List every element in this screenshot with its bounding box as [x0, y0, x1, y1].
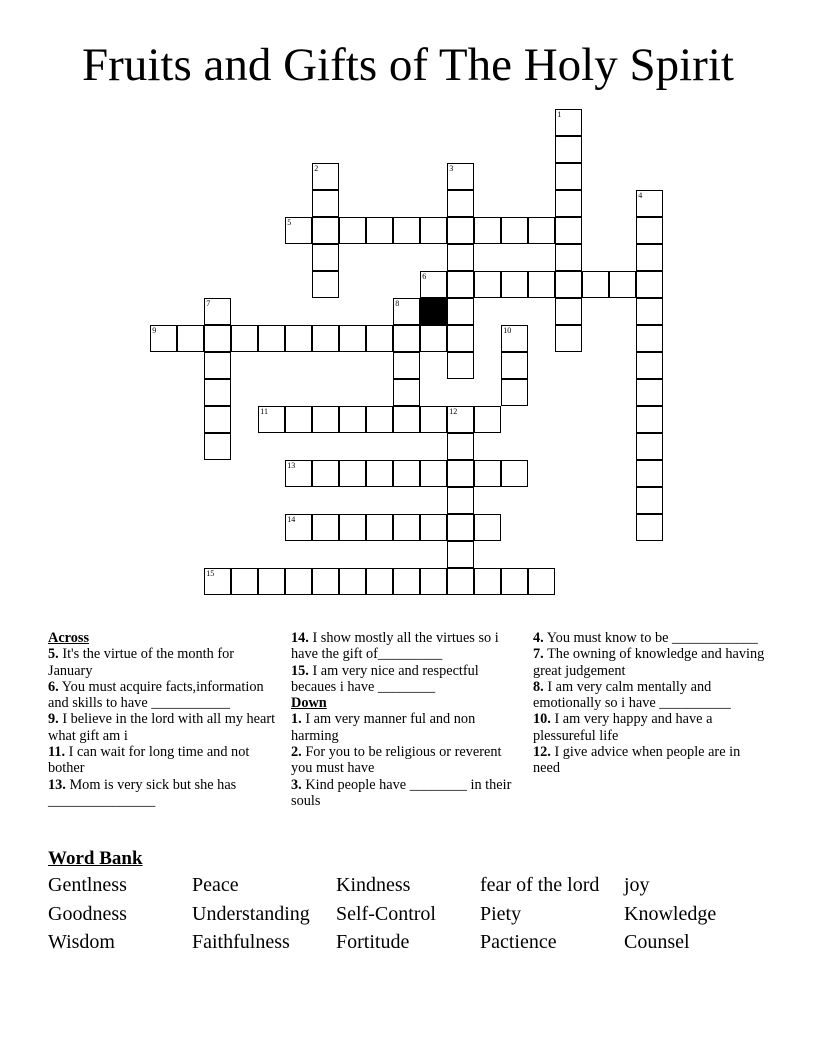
grid-cell[interactable]: [501, 379, 528, 406]
grid-cell[interactable]: [447, 298, 474, 325]
grid-cell[interactable]: [420, 514, 447, 541]
grid-cell[interactable]: [555, 163, 582, 190]
grid-cell[interactable]: [447, 190, 474, 217]
down-clue: [533, 711, 765, 744]
grid-cell[interactable]: [285, 406, 312, 433]
clue-text: I believe in the lord with all my heart what gift am i: [48, 711, 276, 744]
grid-cell[interactable]: [555, 325, 582, 352]
word-bank-word: Self-Control: [336, 903, 436, 925]
grid-cell[interactable]: [636, 298, 663, 325]
clue-text: I give advice when people are in need: [533, 744, 741, 777]
grid-cell[interactable]: [447, 244, 474, 271]
grid-cell[interactable]: [312, 244, 339, 271]
grid-cell[interactable]: [555, 136, 582, 163]
cell-number: 13: [287, 461, 296, 471]
grid-cell[interactable]: [339, 325, 366, 352]
clue-number: 6.: [48, 678, 59, 695]
grid-cell[interactable]: [447, 433, 474, 460]
clues-column-1: [48, 630, 280, 809]
clue-number: 2.: [291, 744, 302, 761]
grid-cell[interactable]: [636, 352, 663, 379]
grid-cell[interactable]: [393, 217, 420, 244]
grid-cell[interactable]: [474, 460, 501, 487]
clue-number: 1.: [291, 711, 302, 728]
grid-cell[interactable]: [150, 325, 177, 352]
grid-cell[interactable]: [474, 514, 501, 541]
grid-cell[interactable]: [258, 568, 285, 595]
grid-cell[interactable]: [285, 325, 312, 352]
grid-cell[interactable]: [393, 298, 420, 325]
clue-text: I can wait for long time and not bother: [48, 744, 250, 777]
grid-cell[interactable]: [636, 433, 663, 460]
cell-number: 7: [206, 299, 211, 309]
across-header: Across: [48, 630, 90, 646]
word-bank-word: Wisdom: [48, 931, 115, 953]
grid-cell[interactable]: [501, 217, 528, 244]
grid-cell[interactable]: [474, 217, 501, 244]
grid-cell[interactable]: [555, 109, 582, 136]
clue-text: Kind people have ________ in their souls: [291, 776, 512, 809]
word-bank-word: fear of the lord: [480, 874, 600, 896]
word-bank-word: Knowledge: [624, 903, 717, 925]
word-bank-word: Understanding: [192, 903, 310, 925]
grid-cell[interactable]: [339, 568, 366, 595]
grid-cell[interactable]: [285, 568, 312, 595]
grid-cell[interactable]: [555, 217, 582, 244]
grid-cell[interactable]: [447, 406, 474, 433]
cell-number: 11: [260, 407, 268, 417]
grid-cell[interactable]: [393, 352, 420, 379]
grid-cell[interactable]: [447, 325, 474, 352]
grid-cell[interactable]: [420, 271, 447, 298]
grid-cell[interactable]: [447, 541, 474, 568]
across-clue: [48, 777, 280, 810]
clue-number: 14.: [291, 630, 309, 646]
word-bank-word: Goodness: [48, 903, 127, 925]
clue-number: 7.: [533, 646, 544, 663]
grid-cell[interactable]: [312, 514, 339, 541]
down-clue: [533, 744, 765, 777]
grid-cell[interactable]: [447, 352, 474, 379]
clue-text: The owning of knowledge and having great judgement: [533, 646, 765, 679]
grid-cell[interactable]: [393, 325, 420, 352]
clue-number: 3.: [291, 776, 302, 793]
word-bank-word: Faithfulness: [192, 931, 290, 953]
grid-cell[interactable]: [636, 460, 663, 487]
grid-cell[interactable]: [204, 568, 231, 595]
across-clue: [48, 744, 280, 777]
cell-number: 15: [206, 569, 215, 579]
grid-cell[interactable]: [555, 271, 582, 298]
grid-cell[interactable]: [555, 244, 582, 271]
across-clue: [291, 663, 523, 696]
clues-column-2: [291, 630, 523, 809]
grid-cell[interactable]: [366, 217, 393, 244]
grid-cell[interactable]: [447, 514, 474, 541]
clues-column-3: [533, 630, 765, 777]
cell-number: 6: [422, 272, 427, 282]
grid-cell[interactable]: [204, 352, 231, 379]
grid-cell[interactable]: [528, 568, 555, 595]
grid-cell[interactable]: [474, 568, 501, 595]
cell-number: 10: [503, 326, 512, 336]
grid-cell[interactable]: [447, 460, 474, 487]
grid-cell[interactable]: [636, 514, 663, 541]
grid-cell[interactable]: [501, 352, 528, 379]
grid-cell[interactable]: [204, 406, 231, 433]
grid-cell[interactable]: [312, 568, 339, 595]
grid-cell[interactable]: [366, 325, 393, 352]
grid-cell[interactable]: [339, 514, 366, 541]
grid-cell[interactable]: [528, 271, 555, 298]
grid-cell[interactable]: [393, 568, 420, 595]
grid-cell[interactable]: [258, 325, 285, 352]
cell-number: 5: [287, 218, 292, 228]
grid-cell[interactable]: [447, 217, 474, 244]
word-bank-word: Fortitude: [336, 931, 410, 953]
grid-cell[interactable]: [420, 568, 447, 595]
grid-cell[interactable]: [474, 271, 501, 298]
cell-number: 4: [638, 191, 643, 201]
grid-cell[interactable]: [501, 325, 528, 352]
grid-cell[interactable]: [231, 325, 258, 352]
grid-cell[interactable]: [339, 460, 366, 487]
clue-number: 12.: [533, 744, 551, 761]
grid-cell[interactable]: [312, 271, 339, 298]
grid-cell[interactable]: [312, 163, 339, 190]
down-clue: [291, 744, 523, 777]
down-clue: [291, 711, 523, 744]
word-bank-word: joy: [624, 874, 650, 896]
cell-number: 1: [557, 110, 562, 120]
clue-text: I am very happy and have a plessureful life: [533, 711, 713, 744]
grid-cell[interactable]: [636, 271, 663, 298]
clue-number: 8.: [533, 678, 544, 695]
grid-cell[interactable]: [636, 406, 663, 433]
grid-cell[interactable]: [420, 406, 447, 433]
cell-number: 14: [287, 515, 296, 525]
down-clue: [533, 630, 765, 646]
grid-cell[interactable]: [636, 487, 663, 514]
grid-cell[interactable]: [393, 379, 420, 406]
clue-number: 15.: [291, 662, 309, 679]
across-clue: [48, 679, 280, 712]
grid-cell[interactable]: [339, 217, 366, 244]
page-title: Fruits and Gifts of The Holy Spirit: [82, 39, 734, 91]
down-clue: [533, 679, 765, 712]
clue-text: I show mostly all the virtues so i have the gift of_________: [291, 630, 499, 663]
grid-cell[interactable]: [177, 325, 204, 352]
grid-cell[interactable]: [204, 298, 231, 325]
cell-number: 3: [449, 164, 454, 174]
grid-cell[interactable]: [501, 460, 528, 487]
grid-cell[interactable]: [258, 406, 285, 433]
clue-text: You must acquire facts,information and skills to have ___________: [48, 678, 264, 712]
grid-cell[interactable]: [366, 514, 393, 541]
clue-text: It's the virtue of the month for January: [48, 646, 235, 679]
grid-cell[interactable]: [393, 460, 420, 487]
grid-cell[interactable]: [366, 568, 393, 595]
word-bank-title: Word Bank: [48, 848, 143, 869]
clue-number: 9.: [48, 711, 59, 728]
clue-text: For you to be religious or reverent you must have: [291, 744, 502, 777]
across-clue: [291, 630, 523, 663]
grid-cell[interactable]: [285, 460, 312, 487]
grid-cell[interactable]: [636, 379, 663, 406]
grid-cell[interactable]: [231, 568, 258, 595]
grid-cell[interactable]: [636, 244, 663, 271]
cell-number: 2: [314, 164, 319, 174]
grid-cell[interactable]: [204, 433, 231, 460]
grid-cell[interactable]: [204, 325, 231, 352]
grid-cell[interactable]: [528, 217, 555, 244]
word-bank-word: Counsel: [624, 931, 690, 953]
grid-cell[interactable]: [447, 163, 474, 190]
grid-cell[interactable]: [474, 406, 501, 433]
black-cell: [420, 298, 447, 325]
grid-cell[interactable]: [636, 325, 663, 352]
grid-cell[interactable]: [393, 406, 420, 433]
grid-cell[interactable]: [501, 568, 528, 595]
grid-cell[interactable]: [609, 271, 636, 298]
down-header: Down: [291, 695, 327, 712]
cell-number: 8: [395, 299, 400, 309]
cell-number: 9: [152, 326, 157, 336]
grid-cell[interactable]: [582, 271, 609, 298]
grid-cell[interactable]: [312, 217, 339, 244]
grid-cell[interactable]: [447, 271, 474, 298]
across-clue: [48, 646, 280, 679]
word-bank-word: Piety: [480, 903, 522, 925]
grid-cell[interactable]: [420, 217, 447, 244]
grid-cell[interactable]: [420, 325, 447, 352]
grid-cell[interactable]: [366, 406, 393, 433]
clue-text: I am very calm mentally and emotionally so i have __________: [533, 678, 731, 712]
grid-cell[interactable]: [312, 325, 339, 352]
clue-text: I am very nice and respectful becaues i have ________: [291, 662, 479, 695]
grid-cell[interactable]: [447, 568, 474, 595]
grid-cell[interactable]: [312, 460, 339, 487]
word-bank-word: Gentlness: [48, 874, 127, 896]
grid-cell[interactable]: [312, 190, 339, 217]
grid-cell[interactable]: [204, 379, 231, 406]
down-clue: [533, 646, 765, 679]
grid-cell[interactable]: [447, 487, 474, 514]
grid-cell[interactable]: [312, 406, 339, 433]
clue-number: 4.: [533, 630, 544, 646]
clue-number: 13.: [48, 776, 66, 793]
cell-number: 12: [449, 407, 458, 417]
word-bank-word: Kindness: [336, 874, 411, 896]
word-bank-word: Peace: [192, 874, 239, 896]
grid-cell[interactable]: [285, 514, 312, 541]
grid-cell[interactable]: [339, 406, 366, 433]
grid-cell[interactable]: [420, 460, 447, 487]
clue-number: 5.: [48, 646, 59, 663]
clue-text: You must know to be ____________: [546, 630, 758, 646]
grid-cell[interactable]: [555, 190, 582, 217]
across-clue: [48, 711, 280, 744]
clue-text: Mom is very sick but she has _______________: [48, 776, 237, 809]
clue-number: 10.: [533, 711, 551, 728]
word-bank-word: Pactience: [480, 931, 557, 953]
grid-cell[interactable]: [501, 271, 528, 298]
grid-cell[interactable]: [636, 217, 663, 244]
grid-cell[interactable]: [285, 217, 312, 244]
clue-text: I am very manner ful and non harming: [291, 711, 476, 744]
grid-cell[interactable]: [555, 298, 582, 325]
clue-number: 11.: [48, 744, 66, 761]
down-clue: [291, 777, 523, 810]
grid-cell[interactable]: [636, 190, 663, 217]
grid-cell[interactable]: [393, 514, 420, 541]
grid-cell[interactable]: [366, 460, 393, 487]
